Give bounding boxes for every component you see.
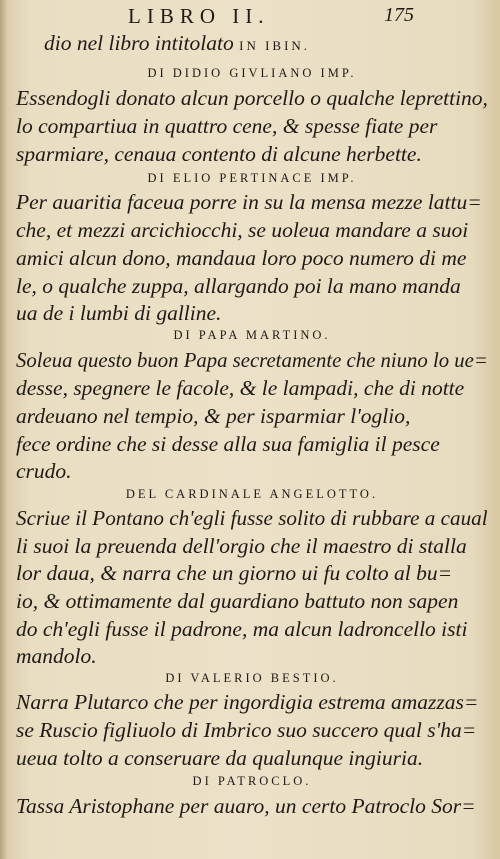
text-line: Scriue il Pontano ch'egli fusse solito di rubbare a caual xyxy=(16,506,488,530)
text-line: Soleua questo buon Papa secretamente che niuno lo ue= xyxy=(16,348,488,372)
text-line: lo compartiua in quattro cene, & spesse fiate per xyxy=(16,114,438,138)
opening-line-title: IN IBIN. xyxy=(239,38,311,53)
text-line: li suoi la preuenda dell'orgio che il maestro di stalla xyxy=(16,534,467,558)
section-heading: DI ELIO PERTINACE IMP. xyxy=(147,171,357,185)
text-line: desse, spegnere le facole, & le lampadi, che di notte xyxy=(16,376,465,400)
text-line: crudo. xyxy=(16,459,72,483)
text-line: fece ordine che si desse alla sua famiglia il pesce xyxy=(16,432,440,456)
gutter-shadow xyxy=(0,0,8,859)
text-line: ua de i lumbi di galline. xyxy=(16,301,222,325)
section-heading: DEL CARDINALE ANGELOTTO. xyxy=(125,487,379,501)
section-heading: DI DIDIO GIVLIANO IMP. xyxy=(147,66,357,80)
section-heading: DI PAPA MARTINO. xyxy=(173,328,331,342)
text-line: le, o qualche zuppa, allargando poi la mano manda xyxy=(16,274,461,298)
opening-line xyxy=(44,33,310,55)
text-line: ueua tolto a conseruare da qualunque ingiuria. xyxy=(16,746,424,770)
text-line: sparmiare, cenaua contento di alcune herbette. xyxy=(16,142,422,166)
text-line: Tassa Aristophane per auaro, un certo Patroclo Sor= xyxy=(16,794,476,818)
section-heading: DI PATROCLO. xyxy=(192,774,312,788)
text-line: che, et mezzi arcichiocchi, se uoleua mandare a suoi xyxy=(16,218,469,242)
text-line: Narra Plutarco che per ingordigia estrema amazzas= xyxy=(16,690,479,714)
text-line: Essendogli donato alcun porcello o qualche leprettino, xyxy=(16,86,488,110)
running-title: LIBRO II. xyxy=(128,4,270,28)
text-line: Per auaritia faceua porre in su la mensa mezze lattu= xyxy=(16,190,482,214)
text-line: ardeuano nel tempio, & per isparmiar l'oglio, xyxy=(16,404,411,428)
text-line: mandolo. xyxy=(16,644,97,668)
text-line: io, & ottimamente dal guardiano battuto non sapen xyxy=(16,589,459,613)
text-line: amici alcun dono, mandaua loro poco numero di me xyxy=(16,246,467,270)
opening-line-text: dio nel libro intitolato xyxy=(44,31,240,55)
page-number: 175 xyxy=(384,4,414,26)
text-line: lor daua, & narra che un giorno ui fu colto al bu= xyxy=(16,561,453,585)
running-head xyxy=(16,4,488,32)
text-line: se Ruscio figliuolo di Imbrico suo succero qual s'ha= xyxy=(16,718,477,742)
section-heading: DI VALERIO BESTIO. xyxy=(165,671,339,685)
text-line: do ch'egli fusse il padrone, ma alcun ladroncello isti xyxy=(16,617,468,641)
